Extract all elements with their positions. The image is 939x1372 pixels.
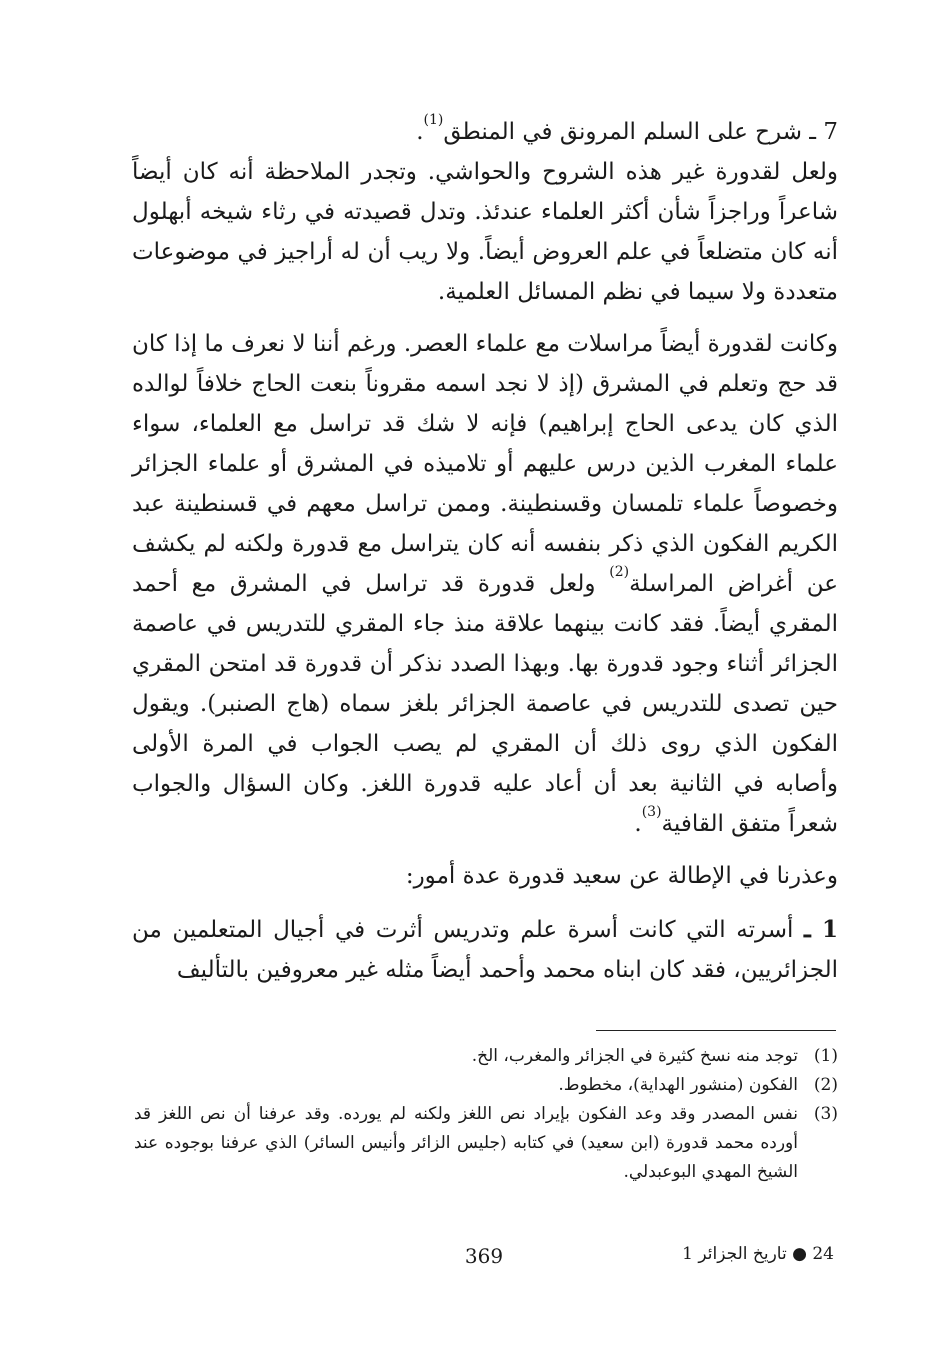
page-number: 369: [464, 1244, 504, 1268]
footnote-ref-1: (1): [423, 112, 444, 129]
footnote-ref-3: (3): [641, 804, 662, 821]
paragraph-list-item-7: 7 ـ شرح على السلم المرونق في المنطق$^{(1)}$.: [416, 112, 838, 145]
footnote-separator: [596, 1030, 836, 1031]
paragraph-reason-1: 1 ـ أسرته التي كانت أسرة علم وتدريس أثرت في أجيال المتعلمين من الجزائريين، فقد كان ابناه محمد وأحمد أيضاً مثله غير معروفين بالتأليف: [132, 916, 839, 983]
footnote-text: نفس المصدر وقد وعد الفكون بإيراد نص اللغز ولكنه لم يورده. وقد عرفنا أن نص اللغز قد أورده محمد قدورة (ابن سعيد) في كتابه (جليس الزائر وأنيس السائر) الذي عرفنا بوجوده عند الشيخ المهدي البوعبدلي.: [134, 1104, 798, 1182]
paragraph-poetry: ولعل لقدورة غير هذه الشروح والحواشي. وتجدر الملاحظة أنه كان أيضاً شاعراً وراجزاً شأن أكثر العلماء عندئذ. وتدل قصيدته في رثاء شيخه أبهلول أنه كان متضلعاً في علم العروض أيضاً. ولا ريب أن له أراجيز في موضوعات متعددة ولا سيما في نظم المسائل العلمية.: [132, 159, 838, 305]
footnote-text: الفكون (منشور الهداية)، مخطوط.: [558, 1075, 798, 1095]
footnote-2: [134, 1071, 838, 1100]
footnote-number: (3): [813, 1104, 838, 1124]
signature-mark: 24 ● تاريخ الجزائر 1: [682, 1244, 834, 1264]
footnotes: [134, 1042, 838, 1187]
footnote-3: [134, 1100, 838, 1187]
paragraph-reasons-intro: وعذرنا في الإطالة عن سعيد قدورة عدة أمور:: [405, 863, 838, 889]
footnote-number: (2): [813, 1075, 838, 1095]
paragraph-correspondence: وكانت لقدورة أيضاً مراسلات مع علماء العصر. ورغم أننا لا نعرف ما إذا كان قد حج وتعلم في المشرق (إذ لا نجد اسمه مقروناً بنعت الحاج خلافاً لوالده الذي كان يدعى الحاج إبراهيم) فإنه لا شك قد تراسل مع العلماء، سواء علماء المغرب الذين درس عليهم أو تلاميذه في المشرق أو علماء الجزائر وخصوصاً علماء تلمسان وقسنطينة. وممن تراسل معهم في قسنطينة عبد الكريم الفكون الذي ذكر بنفسه أنه كان يتراسل مع قدورة ولكنه لم يكشف عن أغراض المراسلة$^{(2)}$ ولعل قدورة قد تراسل في المشرق مع أحمد المقري أيضاً. فقد كانت بينهما علاقة منذ جاء المقري للتدريس في عاصمة الجزائر أثناء وجود قدورة بها. وبهذا الصدد نذكر أن قدورة قد امتحن المقري حين تصدى للتدريس في عاصمة الجزائر بلغز سماه (هاج الصنبر). ويقول الفكون الذي روى ذلك أن المقري لم يصب الجواب في المرة الأولى وأصابه في الثانية بعد أن أعاد عليه قدورة اللغز. وكان السؤال والجواب شعراً متفق القافية$^{(3)}$.: [132, 331, 838, 837]
footnote-number: (1): [813, 1046, 838, 1066]
footnote-ref-2: (2): [609, 564, 630, 581]
reason-number: 1 ـ: [803, 916, 839, 943]
page-footer: [134, 1244, 834, 1276]
footnote-1: [134, 1042, 838, 1071]
footnote-text: توجد منه نسخ كثيرة في الجزائر والمغرب، الخ.: [471, 1046, 798, 1066]
main-text: [132, 112, 838, 990]
